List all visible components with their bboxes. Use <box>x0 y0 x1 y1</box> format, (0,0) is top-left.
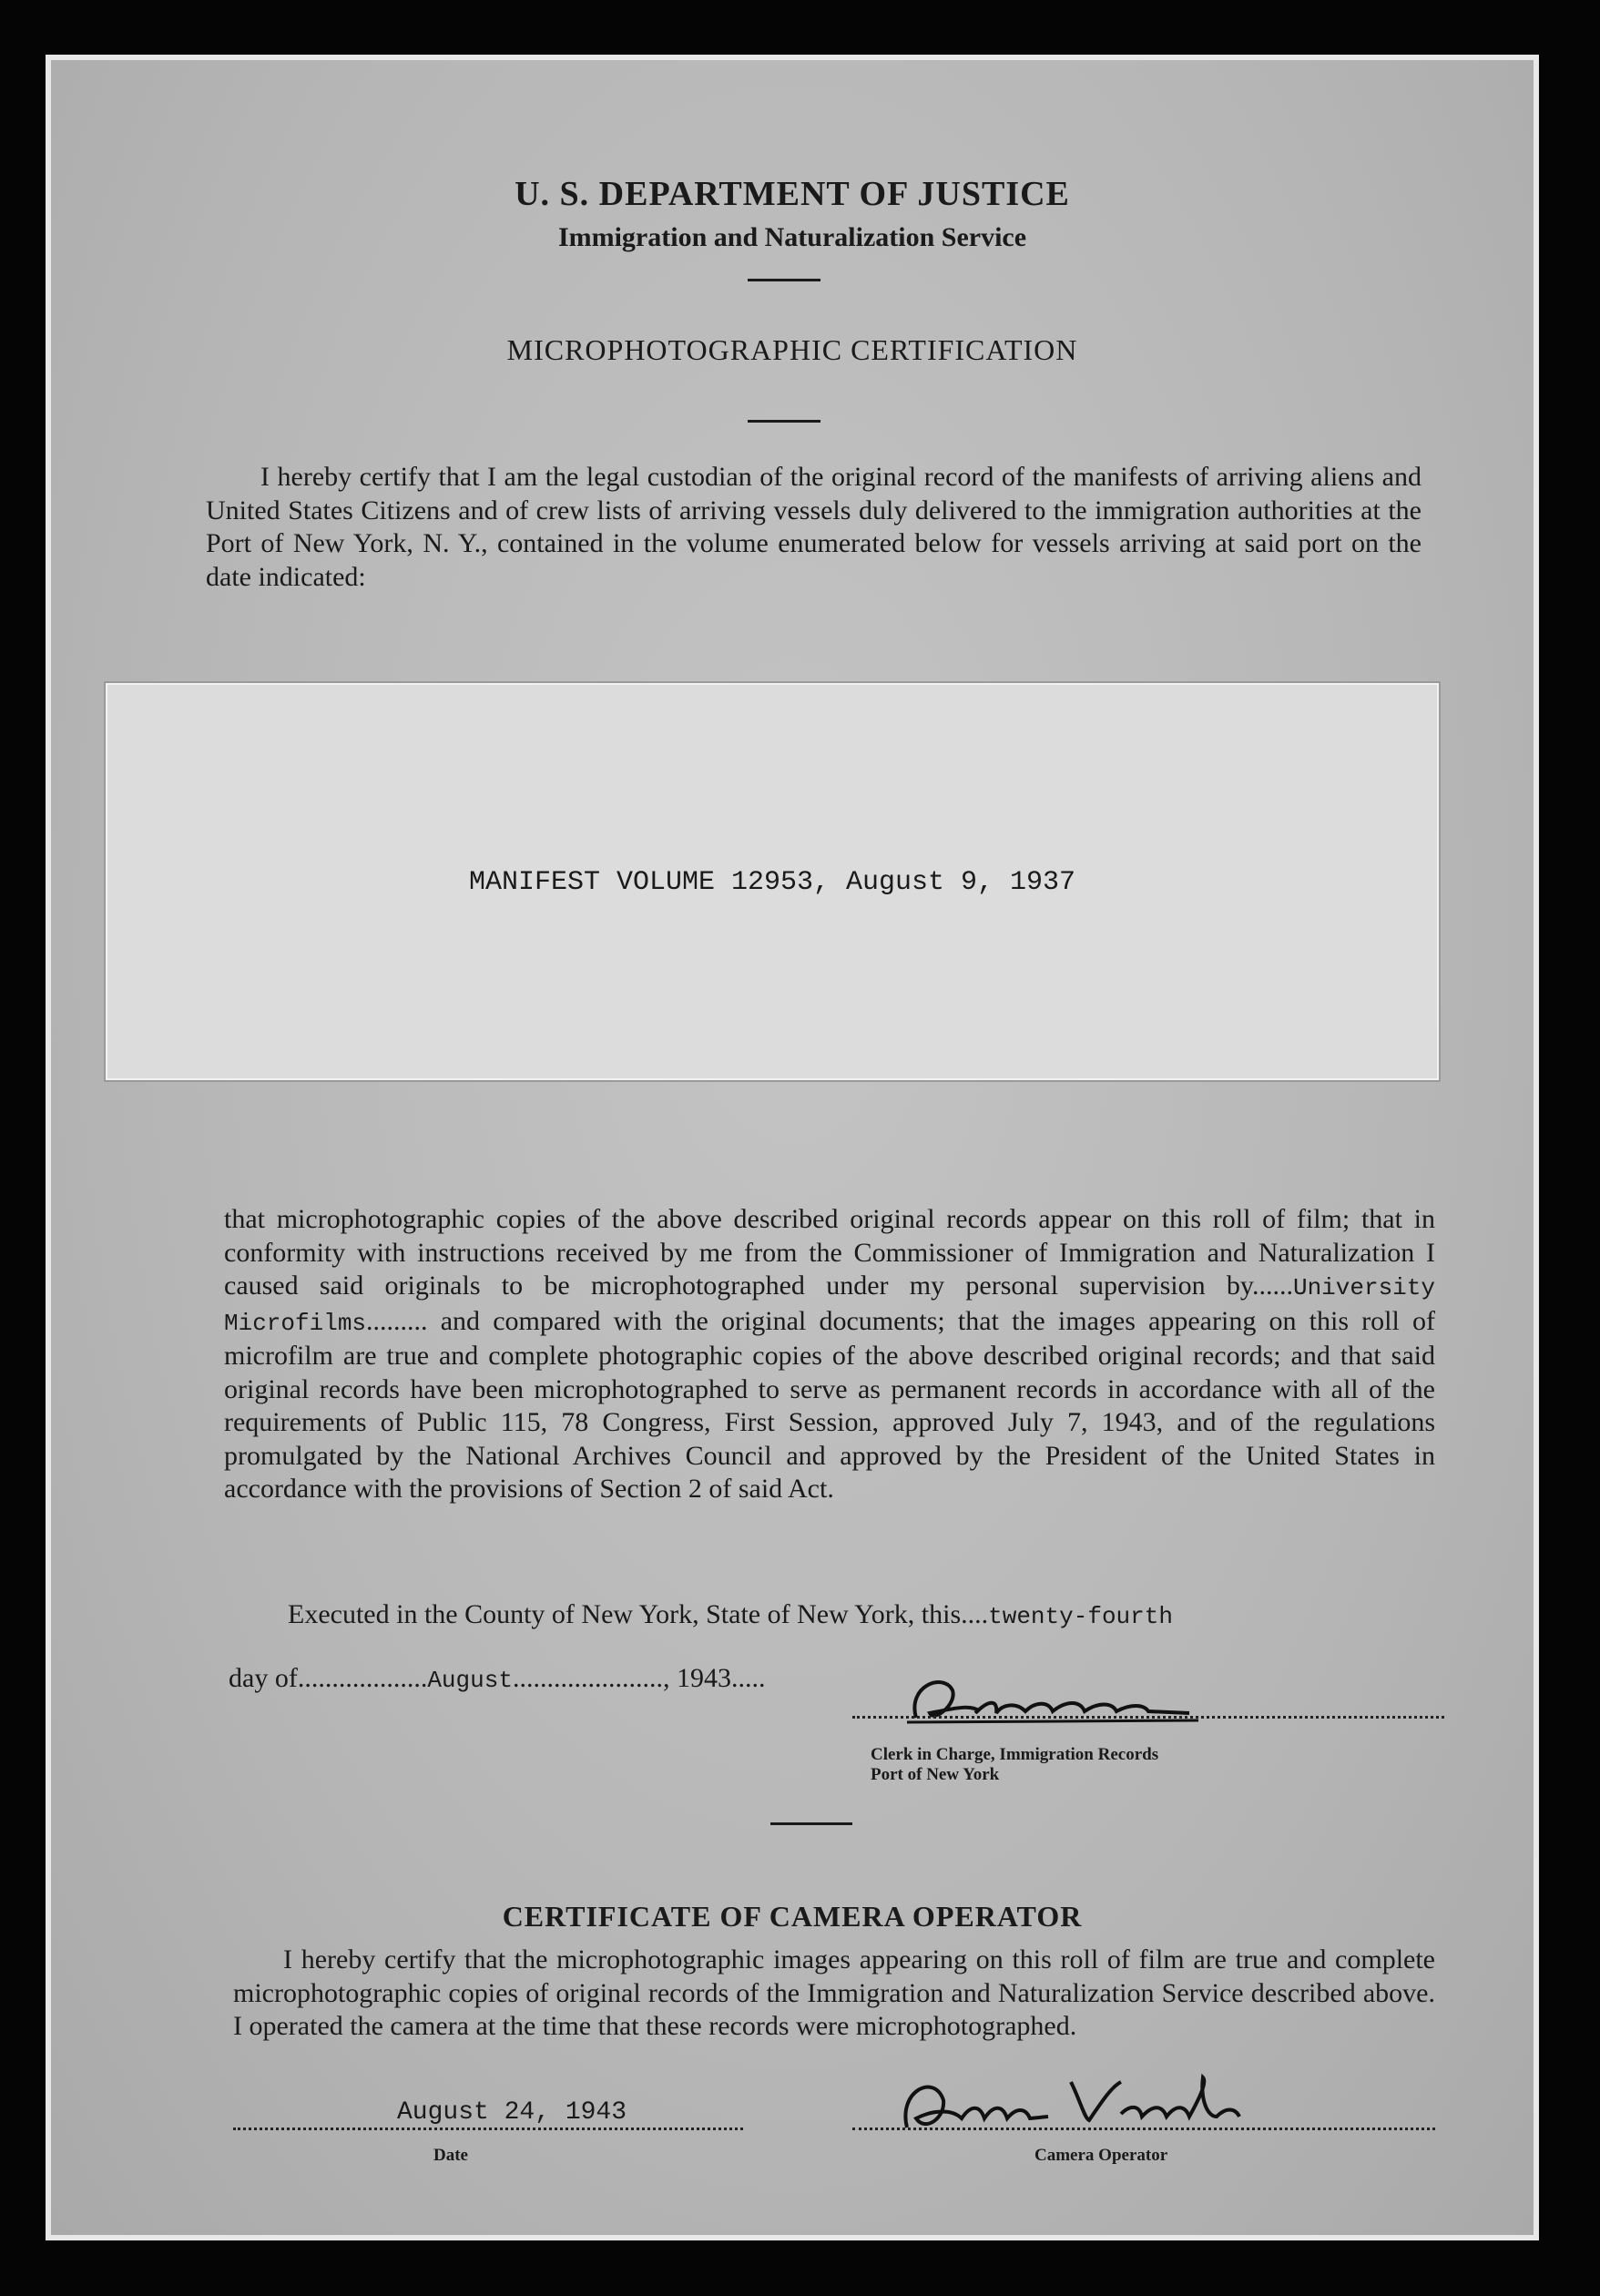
day-of-line: day of...................August......................, 1943..... <box>229 1663 766 1694</box>
custodian-paragraph: I hereby certify that I am the legal custodian of the original record of the manifests of arriving aliens and United States Citizens and of crew lists of arriving vessels duly delivered to the immigration authorities at the Port of New York, N. Y., contained in the volume enumerated below for vessels arriving at said port on the date indicated: <box>206 462 1422 592</box>
body-part-1: that microphotographic copies of the above described original records appear on this roll of film; that in conformity with instructions received by me from the Commissioner of Immigration and Naturalization I caused said originals to be microphotographed under my personal supervision by <box>224 1204 1435 1301</box>
day-of-label: day of <box>229 1663 298 1693</box>
clerk-caption <box>871 1745 1158 1785</box>
execution-year: , 1943 <box>662 1663 731 1693</box>
operator-signature-line <box>852 2128 1435 2130</box>
execution-prefix: Executed in the County of New York, State of New York, this <box>288 1599 962 1629</box>
clerk-title: Clerk in Charge, Immigration Records <box>871 1745 1159 1764</box>
operator-signature <box>889 2064 1253 2146</box>
divider-rule <box>748 279 820 281</box>
operator-date-value: August 24, 1943 <box>397 2098 627 2127</box>
date-label: Date <box>433 2146 468 2165</box>
divider-rule <box>770 1822 852 1825</box>
certification-body: that microphotographic copies of the above described original records appear on this roll of film; that in conformity with instructions received by me from the Commissioner of Immigration and Naturalization I caused said originals to be microphotographed under my personal supervision by......University Microfilms......... and compared with the original documents; that the images appearing on this roll of microfilm are true and complete photographic copies of the above described original records; and that said original records have been microphotographed to serve as permanent records in accordance with all of the requirements of Public 115, 78 Congress, First Session, approved July 7, 1943, and of the regulations promulgated by the National Archives Council and approved by the President of the United States in accordance with the provisions of Section 2 of said Act. <box>224 1204 1435 1504</box>
certification-title: MICROPHOTOGRAPHIC CERTIFICATION <box>506 333 1078 366</box>
department-heading: U. S. DEPARTMENT OF JUSTICE <box>515 175 1070 213</box>
execution-day-value: twenty-fourth <box>988 1603 1173 1630</box>
camera-operator-title: CERTIFICATE OF CAMERA OPERATOR <box>502 1900 1083 1933</box>
manifest-volume-line: MANIFEST VOLUME 12953, August 9, 1937 <box>468 867 1076 898</box>
clerk-signature <box>889 1668 1217 1740</box>
certificate-page <box>46 55 1539 2240</box>
camera-operator-label: Camera Operator <box>1034 2146 1168 2165</box>
body-part-2: and compared with the original documents; that the images appearing on this roll of microfilm are true and complete photographic copies of the above described original records; and that said original records have been microphotographed to serve as permanent records in accordance with all of the requirements of Public 115, 78 Congress, First Session, approved July 7, 1943, and of the regulations promulgated by the National Archives Council and approved by the President of the United States in accordance with the provisions of Section 2 of said Act. <box>224 1305 1435 1504</box>
clerk-port: Port of New York <box>871 1765 1000 1784</box>
clerk-signature-line <box>852 1716 1444 1719</box>
camera-operator-paragraph: I hereby certify that the microphotographic images appearing on this roll of film are true and complete microphotographic copies of original records of the Immigration and Naturalization Service described above. I operated the camera at the time that these records were microphotographed. <box>233 1944 1435 2041</box>
manifest-insert-slip <box>106 683 1439 1080</box>
divider-rule <box>748 420 820 423</box>
execution-month-value: August <box>427 1667 513 1694</box>
service-subheading: Immigration and Naturalization Service <box>557 222 1027 252</box>
date-line <box>233 2128 743 2130</box>
execution-line: Executed in the County of New York, State of New York, this....twenty-fourth <box>288 1599 1173 1630</box>
filmed-by-value: University Microfilms <box>224 1274 1435 1337</box>
